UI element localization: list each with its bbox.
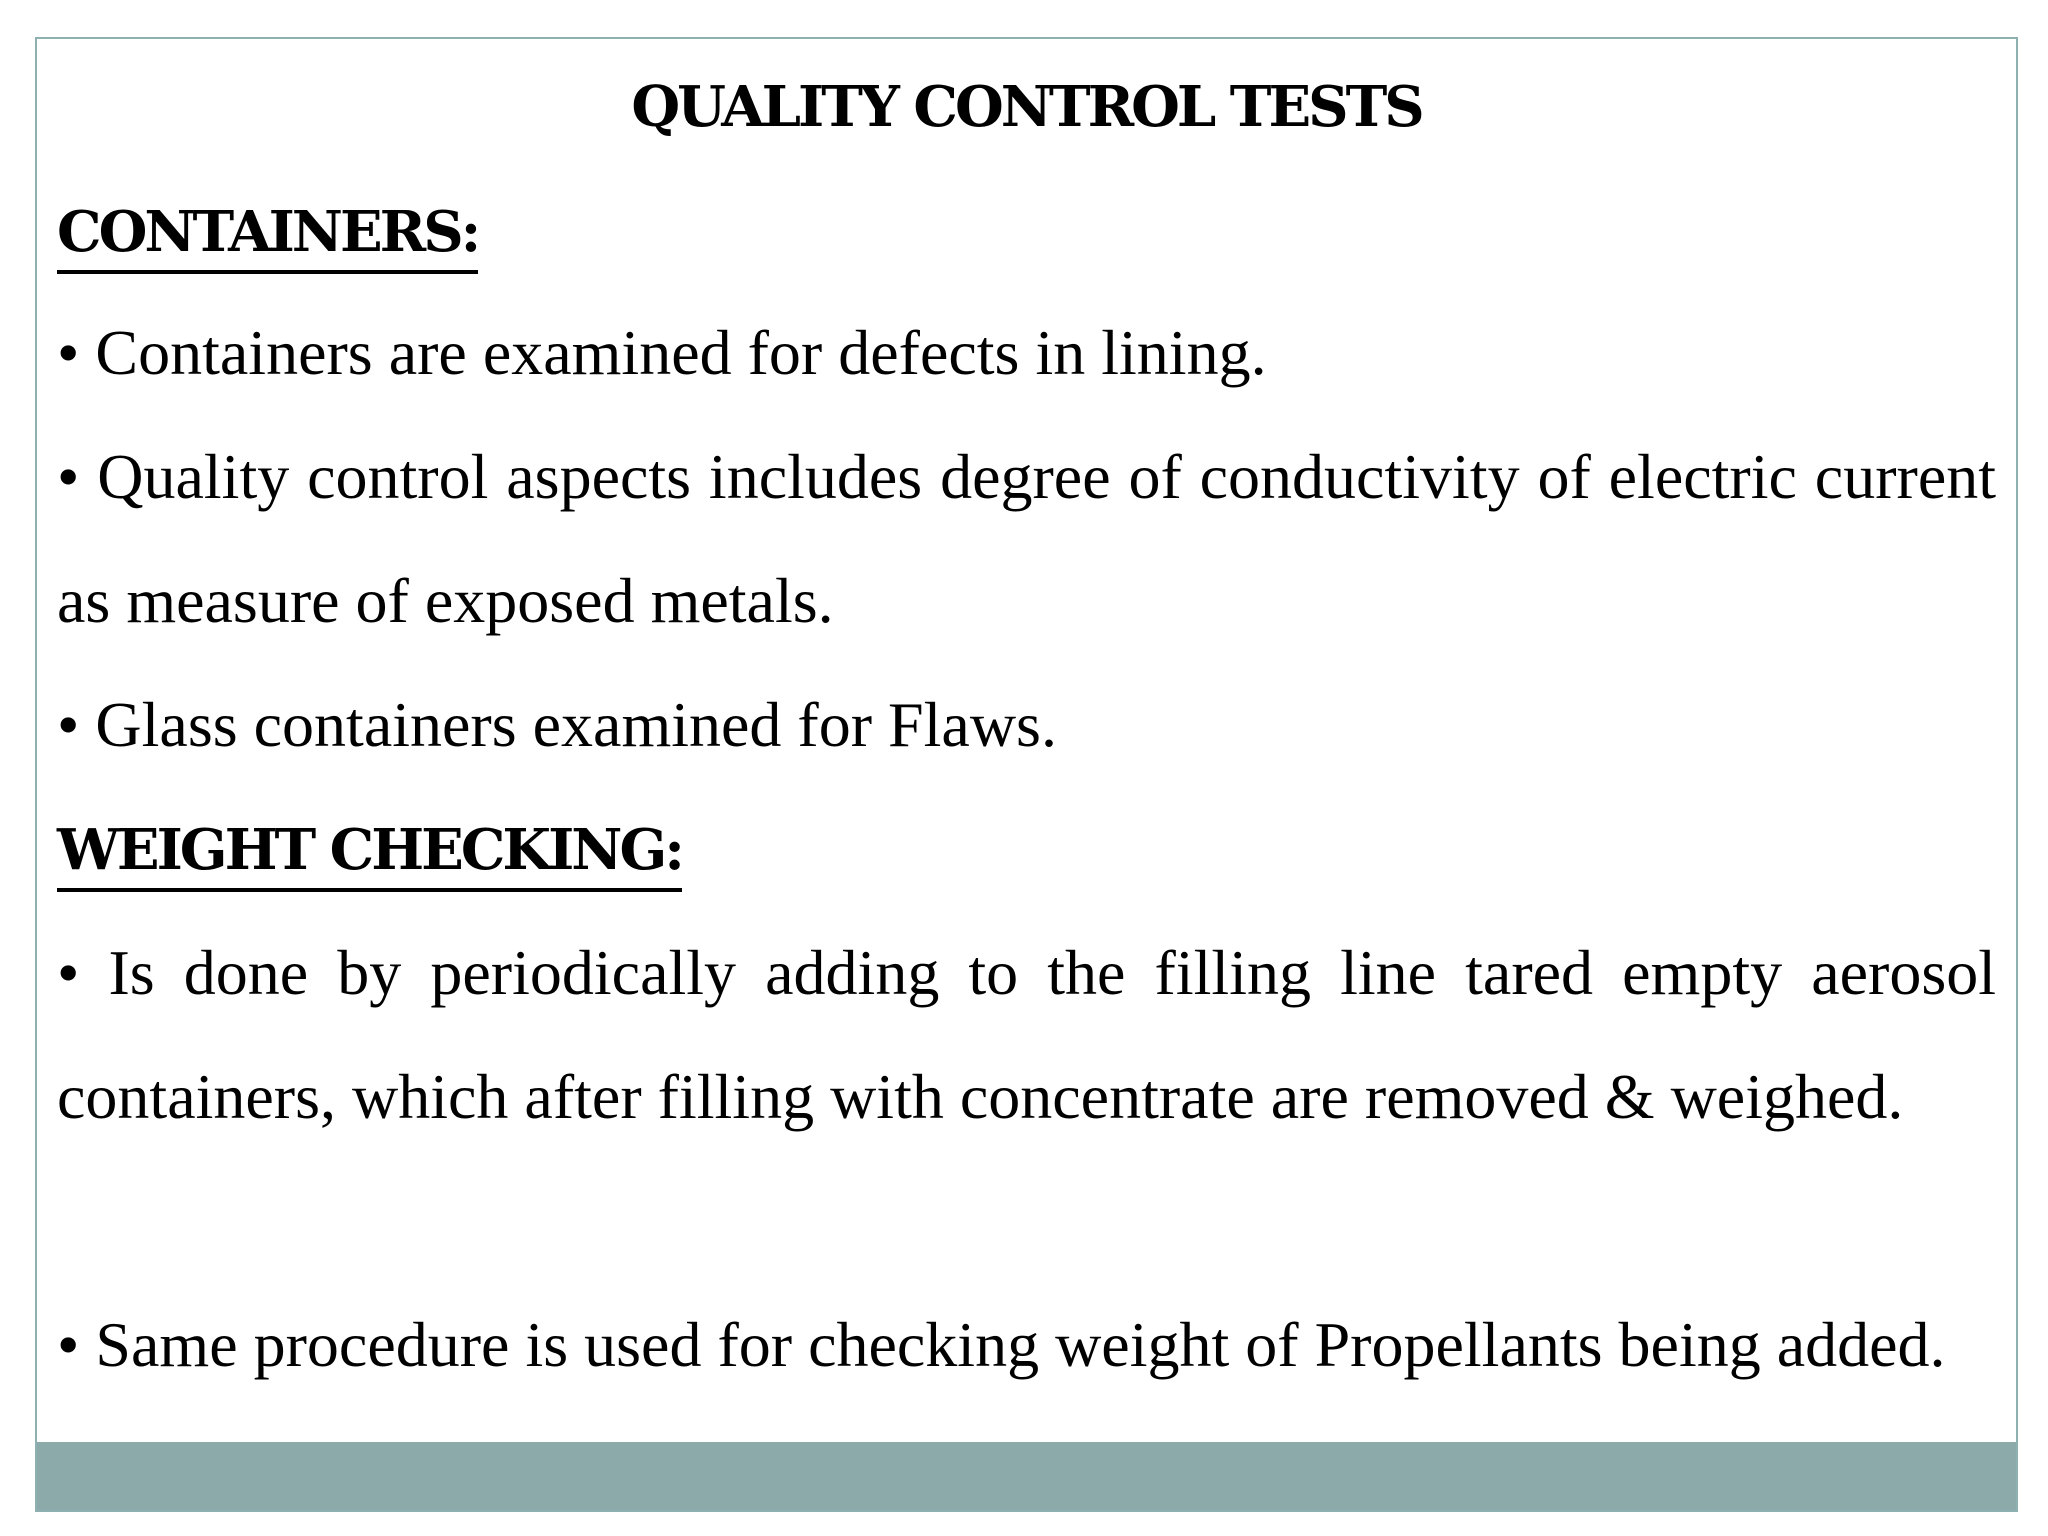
section-heading-containers: CONTAINERS: xyxy=(57,204,478,274)
bullet-glass-containers: • Glass containers examined for Flaws. xyxy=(57,689,1057,760)
footer-band xyxy=(37,1442,2016,1510)
bullet-containers-lining: • Containers are examined for defects in lining. xyxy=(57,317,1267,388)
bullet-tared-containers: • Is done by periodically adding to the filling line tared empty aerosol containers, which after filling with concentrate are removed & weighed. xyxy=(57,937,1996,1132)
bullet-propellant-weight: • Same procedure is used for checking weight of Propellants being added. xyxy=(57,1309,1946,1380)
slide xyxy=(35,37,2018,1512)
bullet-conductivity: • Quality control aspects includes degree of conductivity of electric current as measure of exposed metals. xyxy=(57,441,1996,636)
slide-title: QUALITY CONTROL TESTS xyxy=(631,74,1422,140)
section-heading-weight-checking: WEIGHT CHECKING: xyxy=(57,822,682,892)
